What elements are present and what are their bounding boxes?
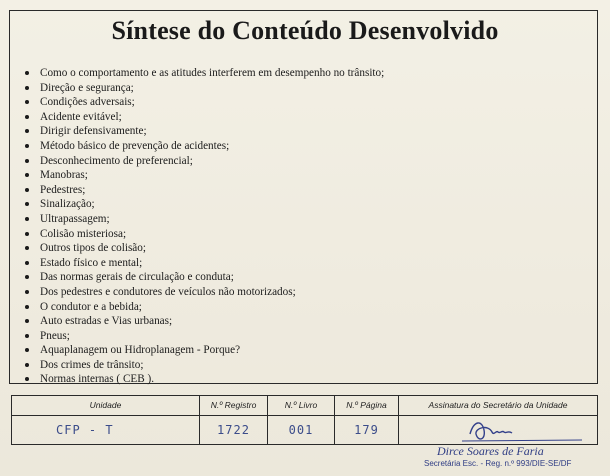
header-livro: N.º Livro — [284, 400, 318, 410]
list-item — [22, 197, 384, 212]
signatory-registration: Secretária Esc. - Reg. n.º 993/DIE-SE/DF — [424, 459, 572, 468]
list-item — [22, 81, 384, 96]
bullet-icon — [25, 100, 29, 104]
list-item-text: Método básico de prevenção de acidentes; — [40, 139, 230, 152]
list-item-text: Pedestres; — [40, 183, 86, 196]
header-unidade: Unidade — [89, 400, 122, 410]
bullet-icon — [25, 377, 29, 381]
page-title: Síntese do Conteúdo Desenvolvido — [111, 16, 499, 45]
bullet-icon — [25, 348, 29, 352]
list-item-text: Como o comportamento e as atitudes interferem em desempenho no trânsito; — [40, 67, 385, 79]
bullet-icon — [25, 173, 29, 177]
list-item — [22, 285, 384, 300]
list-item — [22, 314, 384, 329]
list-item-text: Dos crimes de trânsito; — [40, 358, 144, 371]
list-item — [22, 372, 384, 387]
bullet-icon — [25, 129, 29, 133]
list-item-text: Acidente evitável; — [40, 110, 122, 123]
list-item — [22, 212, 384, 227]
list-item — [22, 270, 384, 285]
header-pagina: N.º Página — [346, 400, 387, 410]
list-item — [22, 329, 384, 344]
bullet-icon — [25, 144, 29, 148]
list-item — [22, 300, 384, 315]
list-item-text: Dos pedestres e condutores de veículos não motorizados; — [40, 285, 296, 298]
list-item-text: Aquaplanagem ou Hidroplanagem - Porque? — [40, 344, 241, 357]
value-registro: 1722 — [217, 423, 250, 437]
list-item-text: Ultrapassagem; — [40, 212, 110, 225]
topic-list — [22, 66, 384, 387]
list-item — [22, 343, 384, 358]
value-unidade: CFP - T — [56, 423, 114, 437]
bullet-icon — [25, 290, 29, 294]
bullet-icon — [25, 188, 29, 192]
list-item — [22, 154, 384, 169]
list-item-text: Das normas gerais de circulação e conduta; — [40, 271, 234, 284]
bullet-icon — [25, 319, 29, 323]
bullet-icon — [25, 246, 29, 250]
bullet-icon — [25, 305, 29, 309]
list-item — [22, 183, 384, 198]
list-item — [22, 95, 384, 110]
bullet-icon — [25, 334, 29, 338]
list-item — [22, 66, 384, 81]
list-item-text: O condutor e a bebida; — [40, 300, 142, 313]
list-item-text: Colisão misteriosa; — [40, 227, 127, 240]
bullet-icon — [25, 159, 29, 163]
header-registro: N.º Registro — [210, 400, 257, 410]
list-item-text: Outros tipos de colisão; — [40, 242, 146, 255]
list-item-text: Pneus; — [40, 329, 70, 342]
list-item-text: Manobras; — [40, 169, 88, 182]
value-livro: 001 — [288, 423, 314, 437]
list-item-text: Dirigir defensivamente; — [40, 125, 147, 138]
list-item — [22, 110, 384, 125]
list-item-text: Sinalização; — [40, 198, 95, 211]
bullet-icon — [25, 275, 29, 279]
list-item — [22, 124, 384, 139]
signature-scribble-icon — [460, 416, 590, 446]
header-assinatura: Assinatura do Secretário da Unidade — [428, 400, 568, 410]
bullet-icon — [25, 232, 29, 236]
list-item — [22, 358, 384, 373]
bullet-icon — [25, 71, 29, 75]
list-item-text: Estado físico e mental; — [40, 256, 143, 269]
list-item — [22, 139, 384, 154]
list-item-text: Normas internas ( CEB ). — [40, 373, 155, 386]
bullet-icon — [25, 363, 29, 367]
value-pagina: 179 — [354, 423, 379, 437]
bullet-icon — [25, 202, 29, 206]
list-item — [22, 227, 384, 242]
list-item-text: Auto estradas e Vias urbanas; — [40, 315, 173, 328]
list-item — [22, 241, 384, 256]
list-item-text: Condições adversais; — [40, 96, 135, 109]
bullet-icon — [25, 115, 29, 119]
list-item-text: Desconhecimento de preferencial; — [40, 154, 193, 167]
bullet-icon — [25, 86, 29, 90]
list-item — [22, 256, 384, 271]
list-item — [22, 168, 384, 183]
signatory-name: Dirce Soares de Faria — [437, 444, 544, 458]
bullet-icon — [25, 217, 29, 221]
bullet-icon — [25, 261, 29, 265]
list-item-text: Direção e segurança; — [40, 81, 134, 94]
